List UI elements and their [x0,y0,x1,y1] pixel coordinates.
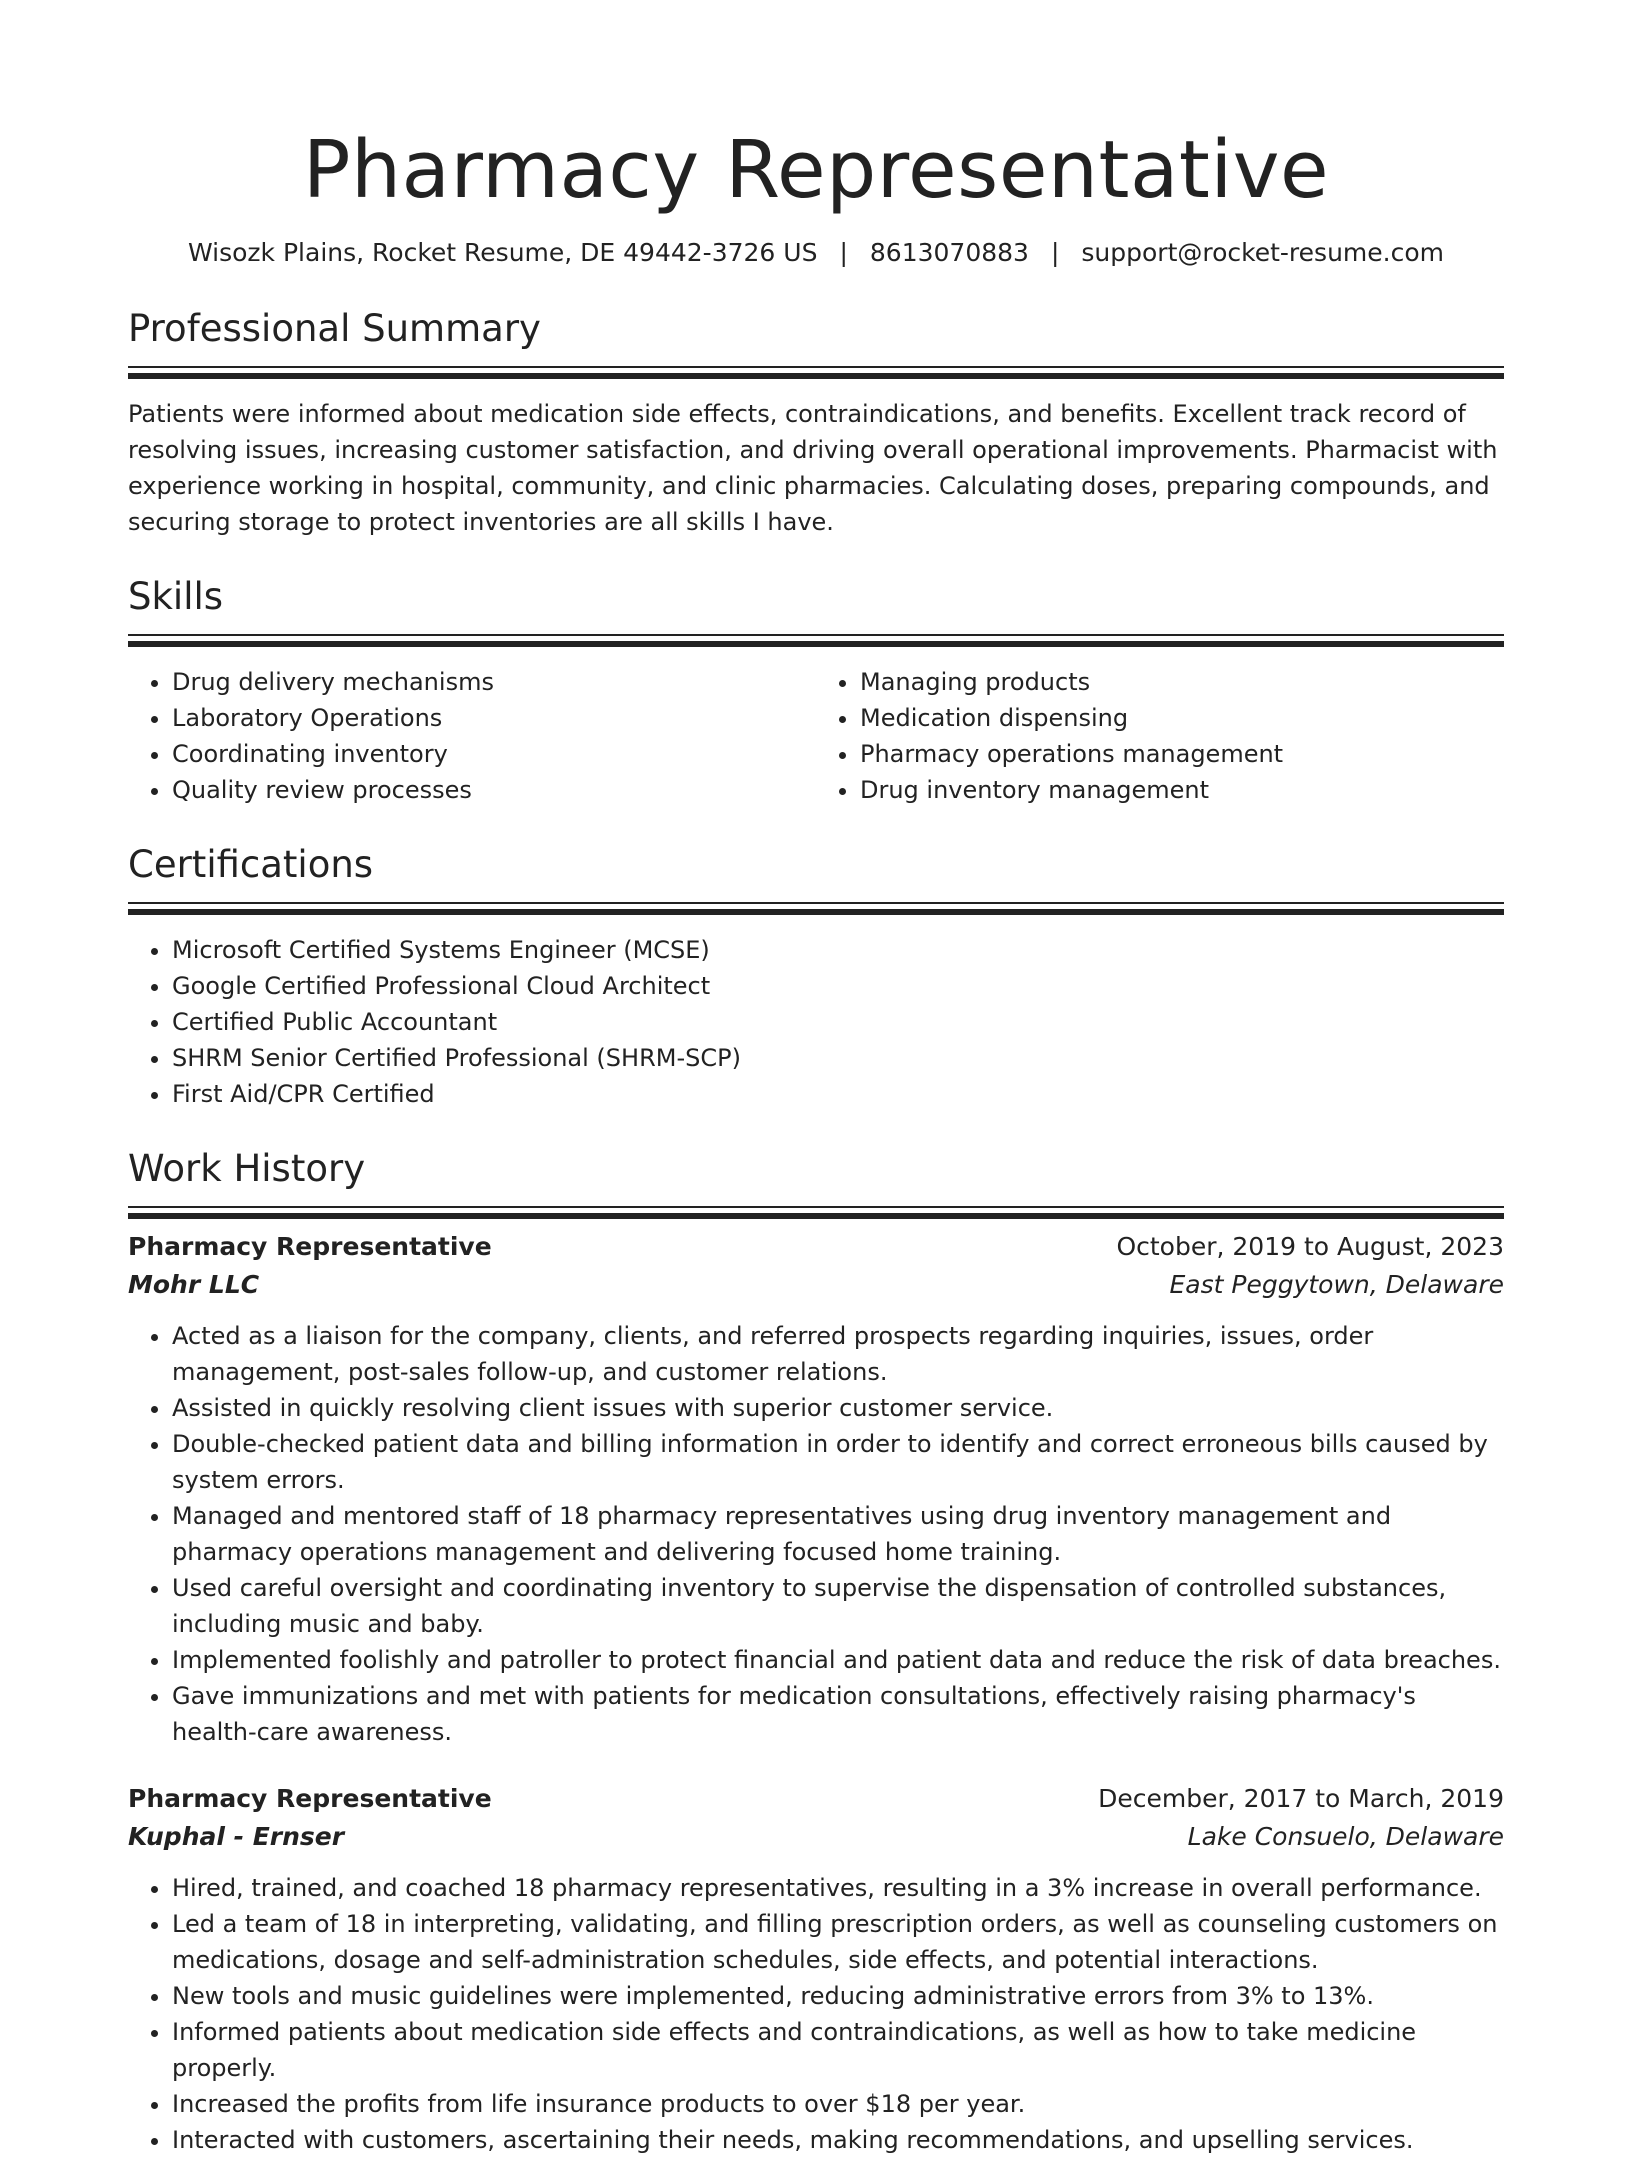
section-divider [128,634,1504,636]
skill-item: • Pharmacy operations management [860,736,1504,772]
contact-email: support@rocket-resume.com [1081,238,1444,267]
resume-page [128,0,1504,2158]
skill-item: • Drug delivery mechanisms [172,664,816,700]
section-divider [128,902,1504,904]
resume-title: Pharmacy Representative [302,124,1330,216]
certifications-section [128,842,1504,1112]
certifications-list [128,932,1504,1112]
certification-item: • First Aid/CPR Certified [172,1076,1504,1112]
skills-columns [128,664,1504,808]
certification-item: • Microsoft Certified Systems Engineer (MCSE) [172,932,1504,968]
job-dates: December, 2017 to March, 2019 [1098,1784,1504,1813]
section-divider [128,366,1504,368]
job-header [128,1228,1504,1266]
skill-item: • Drug inventory management [860,772,1504,808]
job-bullet: • Hired, trained, and coached 18 pharmacy representatives, resulting in a 3% increase in overall performance. [172,1870,1504,1906]
job-company: Mohr LLC [128,1270,260,1299]
job-bullet: • Assisted in quickly resolving client issues with superior customer service. [172,1390,1504,1426]
job-bullets [128,1318,1504,1750]
job-entry [128,1228,1504,1750]
skill-item: • Laboratory Operations [172,700,816,736]
skill-item: • Quality review processes [172,772,816,808]
job-dates: October, 2019 to August, 2023 [1116,1232,1504,1261]
skill-item: • Managing products [860,664,1504,700]
skills-column-right [816,664,1504,808]
summary-section [128,306,1504,540]
job-bullet: • Led a team of 18 in interpreting, validating, and filling prescription orders, as well as counseling customers on medications, dosage and self-administration schedules, side effects, and potential interactions. [172,1906,1504,1978]
certification-item: • Certified Public Accountant [172,1004,1504,1040]
job-bullets [128,1870,1504,2158]
job-bullet: • Double-checked patient data and billing information in order to identify and correct erroneous bills caused by system errors. [172,1426,1504,1498]
contact-line [128,236,1504,270]
skills-column-left [128,664,816,808]
job-bullet: • Acted as a liaison for the company, clients, and referred prospects regarding inquiries, issues, order management, post-sales follow-up, and customer relations. [172,1318,1504,1390]
skills-heading: Skills [128,575,224,618]
job-bullet: • Informed patients about medication side effects and contraindications, as well as how to take medicine properly. [172,2014,1504,2086]
contact-phone: 8613070883 [869,238,1029,267]
certifications-heading: Certifications [128,843,374,886]
skill-item: • Coordinating inventory [172,736,816,772]
job-title: Pharmacy Representative [128,1232,492,1261]
job-company: Kuphal - Ernser [128,1822,345,1851]
work-history-heading: Work History [128,1147,366,1190]
job-bullet: • Increased the profits from life insurance products to over $18 per year. [172,2086,1504,2122]
contact-separator: | [839,238,848,267]
section-divider [128,1206,1504,1208]
contact-separator: | [1050,238,1060,267]
job-header [128,1780,1504,1818]
job-bullet: • Implemented foolishly and patroller to protect financial and patient data and reduce the risk of data breaches. [172,1642,1504,1678]
job-location: Lake Consuelo, Delaware [1187,1822,1504,1851]
skills-section [128,574,1504,808]
certification-item: • SHRM Senior Certified Professional (SHRM-SCP) [172,1040,1504,1076]
job-bullet: • Used careful oversight and coordinating inventory to supervise the dispensation of controlled substances, including music and baby. [172,1570,1504,1642]
summary-heading: Professional Summary [128,307,541,350]
contact-address: Wisozk Plains, Rocket Resume, DE 49442-3726 US [188,238,818,267]
job-bullet: • New tools and music guidelines were implemented, reducing administrative errors from 3% to 13%. [172,1978,1504,2014]
job-entry [128,1780,1504,2158]
job-bullet: • Interacted with customers, ascertaining their needs, making recommendations, and upselling services. [172,2122,1504,2158]
job-subheader [128,1266,1504,1304]
job-location: East Peggytown, Delaware [1169,1270,1504,1299]
skill-item: • Medication dispensing [860,700,1504,736]
job-bullet: • Managed and mentored staff of 18 pharmacy representatives using drug inventory management and pharmacy operations management and delivering focused home training. [172,1498,1504,1570]
job-subheader [128,1818,1504,1856]
job-bullet: • Gave immunizations and met with patients for medication consultations, effectively raising pharmacy's health-care awareness. [172,1678,1504,1750]
certification-item: • Google Certified Professional Cloud Architect [172,968,1504,1004]
work-history-section [128,1146,1504,2158]
job-title: Pharmacy Representative [128,1784,492,1813]
summary-text: Patients were informed about medication side effects, contraindications, and benefits. Excellent track record of resolving issues, increasing customer satisfaction, and driving overall operational improvements. Pharmacist with experience working in hospital, community, and clinic pharmacies. Calculating doses, preparing compounds, and securing storage to protect inventories are all skills I have. [128,400,1498,536]
